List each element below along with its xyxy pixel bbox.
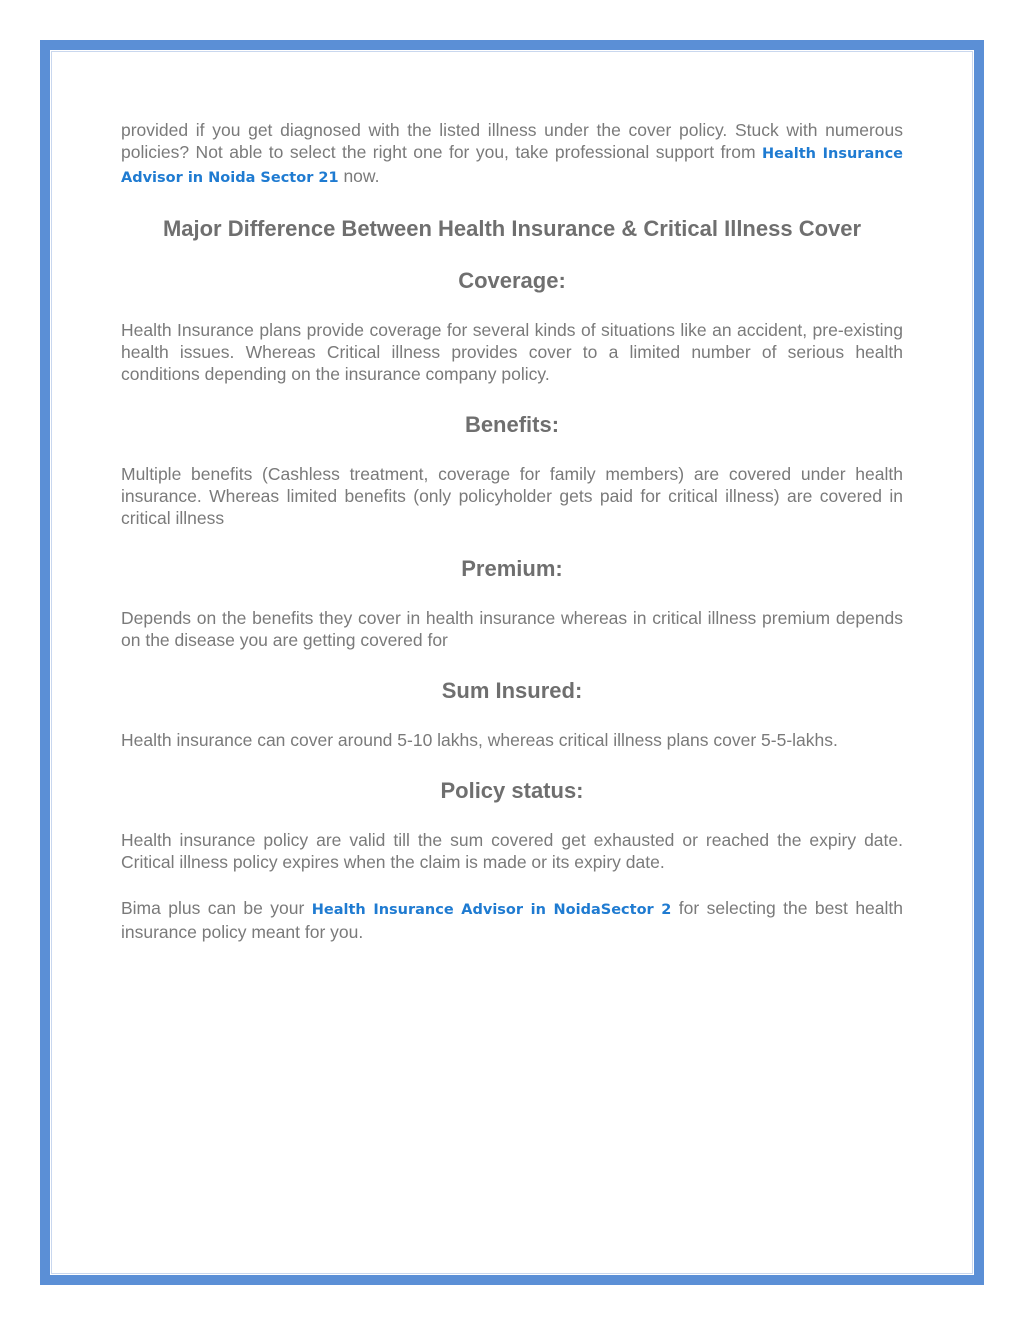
intro-text-before: provided if you get diagnosed with the listed illness under the cover policy. Stuck with numerous policies? Not able to select the right one for you, take professional support from	[121, 120, 903, 162]
section-body-sum-insured: Health insurance can cover around 5-10 lakhs, whereas critical illness plans cover 5-5-lakhs.	[121, 730, 838, 750]
section-body-benefits: Multiple benefits (Cashless treatment, coverage for family members) are covered under health insurance. Whereas limited benefits (only policyholder gets paid for critical illness) are covered in critical illness	[121, 464, 903, 528]
section-body-premium: Depends on the benefits they cover in health insurance whereas in critical illness premium depends on the disease you are getting covered for	[121, 608, 903, 650]
section-heading-premium: Premium:	[461, 556, 563, 581]
closing-text-before: Bima plus can be your	[121, 898, 312, 918]
intro-paragraph	[121, 119, 903, 189]
section-heading-sum-insured: Sum Insured:	[441, 678, 583, 703]
advisor-link-sector-2[interactable]: Health Insurance Advisor in NoidaSector 2	[311, 902, 672, 918]
section-heading-coverage: Coverage:	[458, 268, 566, 293]
closing-text-after: for selecting the best health insurance policy meant for you.	[121, 898, 904, 942]
section-body-coverage: Health Insurance plans provide coverage for several kinds of situations like an accident, pre-existing health issues. Whereas Critical illness provides cover to a limited number of serious health conditions depending on the insurance company policy.	[121, 320, 903, 384]
intro-text-after: now.	[338, 166, 380, 186]
advisor-link-sector-21[interactable]: Health Insurance Advisor in Noida Sector 21	[121, 146, 903, 186]
section-body-policy-status: Health insurance policy are valid till the sum covered get exhausted or reached the expiry date. Critical illness policy expires when the claim is made or its expiry date.	[121, 830, 903, 872]
closing-paragraph	[121, 897, 903, 943]
document-content	[121, 119, 903, 943]
main-heading: Major Difference Between Health Insurance & Critical Illness Cover	[162, 216, 862, 241]
section-heading-benefits: Benefits:	[464, 412, 560, 437]
section-heading-policy-status: Policy status:	[440, 778, 584, 803]
